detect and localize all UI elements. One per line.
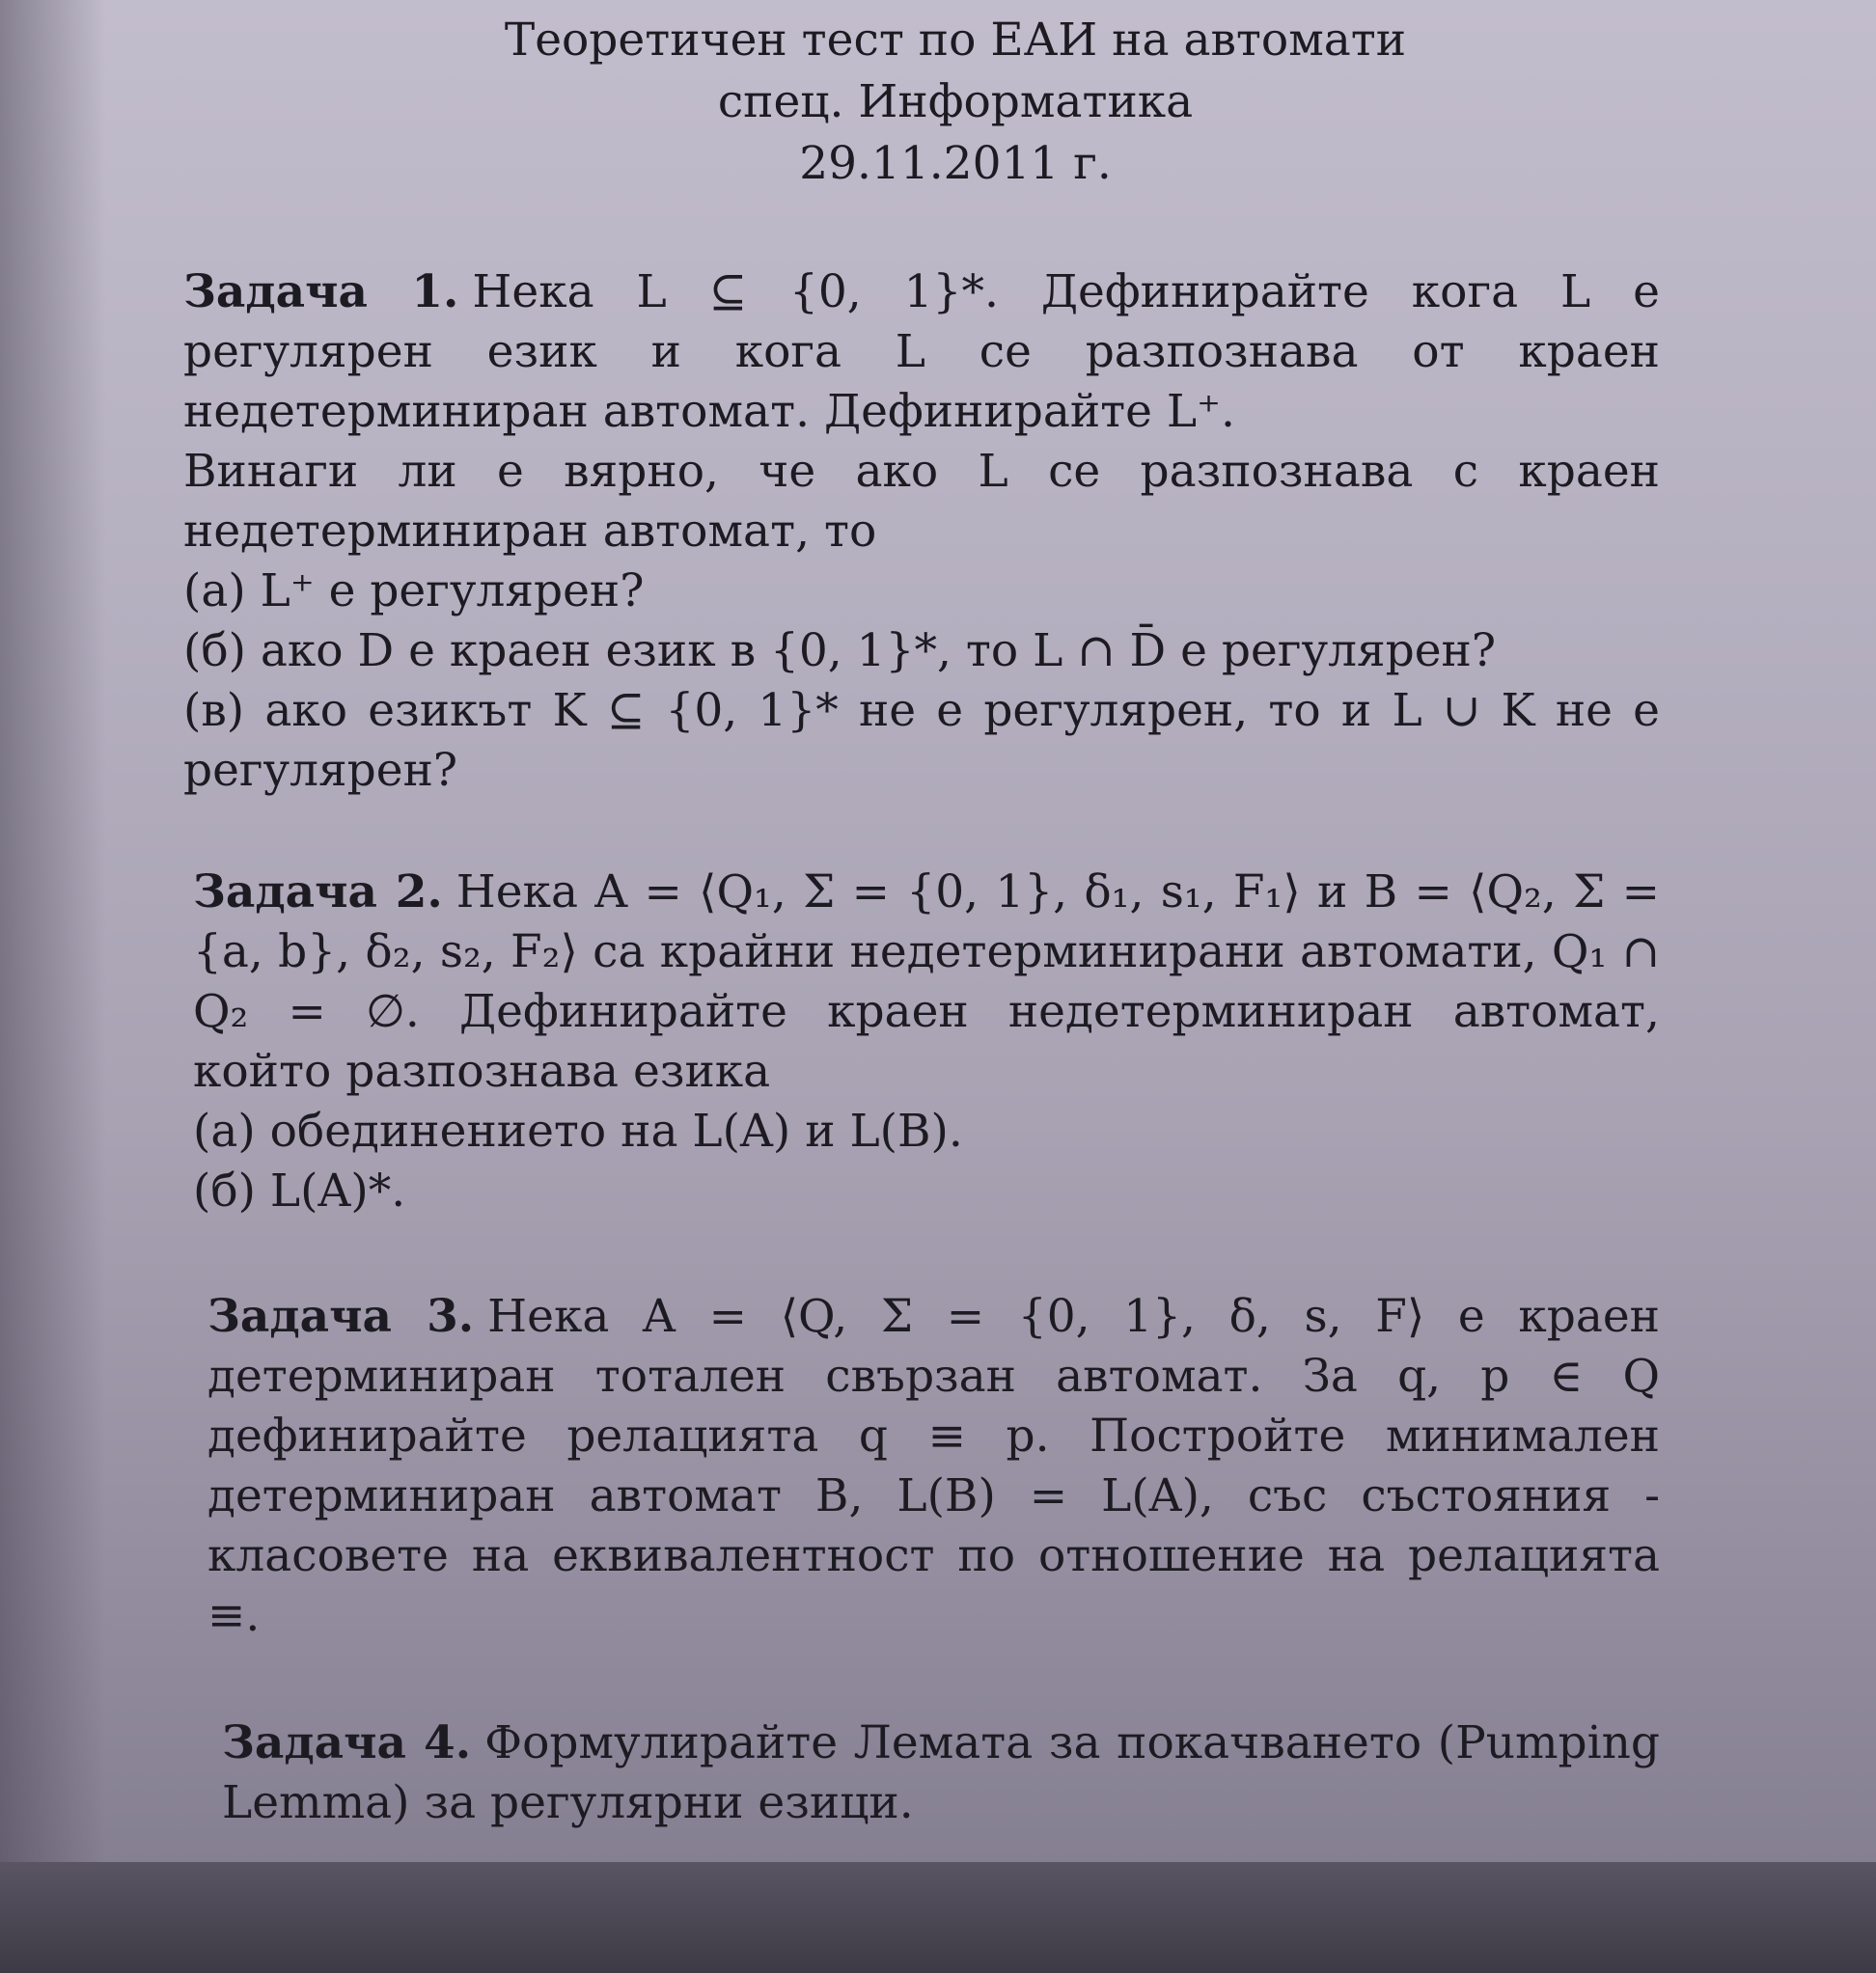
document-date: 29.11.2011 г. [799,137,1112,190]
problem-2-text: Нека A = ⟨Q₁, Σ = {0, 1}, δ₁, s₁, F₁⟩ и B = ⟨Q₂, Σ = {a, b}, δ₂, s₂, F₂⟩ са крайни недетерминирани автомати, Q₁ ∩ Q₂ = ∅. Дефинирайте краен недетерминиран автомат, който разпознава езика [193,865,1660,1098]
problem-1-item-a: (а) L⁺ е регулярен? [183,564,645,617]
document-specialty: спец. Информатика [717,75,1194,128]
problem-2-statement [193,863,1660,1102]
problem-1-item-b: (б) ако D е краен език в {0, 1}*, то L ∩ D̄ е регулярен? [183,624,1497,677]
document-title: Теоретичен тест по ЕАИ на автомати [504,14,1407,67]
document-header [251,10,1660,195]
problem-3-statement [207,1287,1660,1646]
problem-1-question: Винаги ли е вярно, че ако L се разпознава с краен недетерминиран автомат, то [183,445,1660,558]
page-edge [0,1862,1876,1973]
problem-3-label: Задача 3. [207,1290,475,1343]
problem-4-statement [222,1713,1660,1833]
problem-2 [193,863,1660,1221]
problem-2-item-a: (а) обединението на L(A) и L(B). [193,1105,963,1158]
problem-3 [207,1287,1660,1646]
problem-1-label: Задача 1. [183,265,459,318]
problem-1-text: Нека L ⊆ {0, 1}*. Дефинирайте кога L е регулярен език и кога L се разпознава от краен недетерминиран автомат. Дефинирайте L⁺. [183,265,1660,438]
paper-shadow [0,0,106,1862]
problem-4 [222,1713,1660,1833]
problem-4-text: Формулирайте Лемата за покачването (Pumping Lemma) за регулярни езици. [222,1716,1660,1829]
problem-4-label: Задача 4. [222,1716,472,1769]
problem-1-statement [183,262,1660,442]
problem-1 [183,262,1660,801]
problem-2-item-b: (б) L(A)*. [193,1165,406,1218]
exam-document [183,10,1660,1833]
problem-3-text: Нека A = ⟨Q, Σ = {0, 1}, δ, s, F⟩ е краен детерминиран тотален свързан автомат. За q, p ∈ Q дефинирайте релацията q ≡ p. Постройте минимален детерминиран автомат B, L(B) = L(A), със състояния - класовете на еквивалентност по отношение на релацията ≡. [207,1290,1660,1642]
problem-2-label: Задача 2. [193,865,443,918]
problem-1-item-c: (в) ако езикът K ⊆ {0, 1}* не е регулярен, то и L ∪ K не е регулярен? [183,684,1660,797]
